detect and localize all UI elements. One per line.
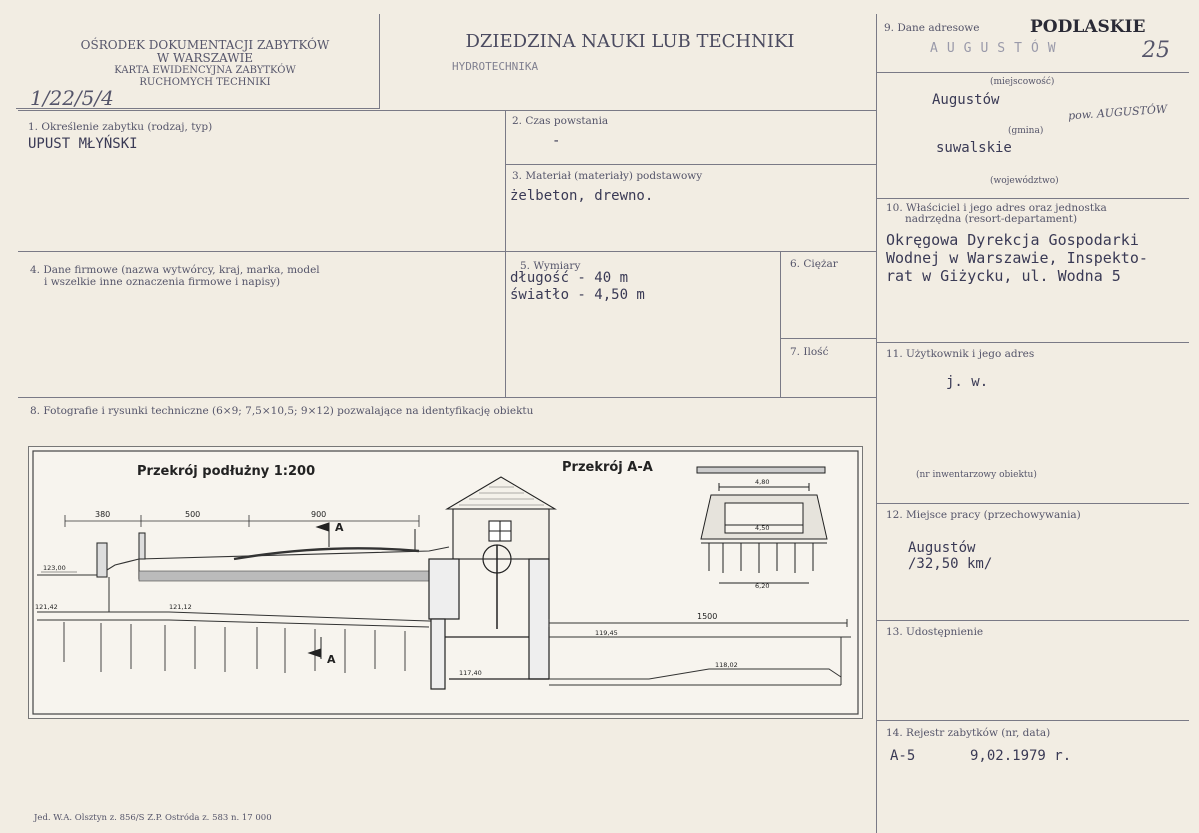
divider	[876, 503, 1189, 504]
address-label: 9. Dane adresowe	[884, 22, 980, 34]
level-119: 119,45	[595, 629, 618, 637]
voivodeship-stamp: PODLASKIE	[1030, 17, 1146, 37]
top-dimension-line	[65, 515, 419, 527]
gate-chamber	[429, 559, 549, 689]
field1-value: UPUST MŁYŃSKI	[28, 136, 138, 152]
province-caption: (województwo)	[990, 176, 1059, 186]
level-123: 123,00	[43, 564, 66, 572]
field10-line1: Okręgowa Dyrekcja Gospodarki	[886, 231, 1139, 249]
commune-caption: (gmina)	[1008, 126, 1044, 136]
dim-380: 380	[95, 510, 111, 519]
field11-label: 11. Użytkownik i jego adres	[886, 348, 1035, 360]
commune-note: pow. AUGUSTÓW	[1067, 102, 1168, 123]
divider	[876, 14, 877, 833]
domain-value: HYDROTECHNIKA	[452, 60, 539, 73]
field2-value: -	[552, 133, 561, 149]
field12-line1: Augustów	[908, 540, 976, 556]
divider	[780, 251, 781, 398]
field7-label: 7. Ilość	[790, 346, 829, 358]
width-480: 4,80	[755, 478, 770, 486]
field5-span: światło - 4,50 m	[510, 287, 645, 303]
field12-line2: /32,50 km/	[908, 556, 993, 572]
divider	[876, 198, 1189, 199]
cross-section-title: Przekrój A-A	[562, 460, 653, 475]
mill-house	[447, 477, 555, 559]
foundation	[37, 577, 444, 627]
field11-value: j. w.	[946, 374, 989, 390]
divider	[876, 620, 1189, 621]
divider	[876, 342, 1189, 343]
dim-900: 900	[311, 510, 327, 519]
long-section-title: Przekrój podłużny 1:200	[137, 464, 316, 479]
place-value: Augustów	[932, 92, 1000, 108]
dim-1500: 1500	[697, 612, 718, 621]
place-caption: (miejscowość)	[990, 77, 1055, 87]
level-121b: 121,12	[169, 603, 192, 611]
field5-length: długość - 40 m	[510, 270, 629, 286]
section-label-bottom: A	[327, 653, 336, 666]
dim-500: 500	[185, 510, 201, 519]
field8-label: 8. Fotografie i rysunki techniczne (6×9; 7,5×10,5; 9×12) pozwalające na identyfikację obiektu	[30, 405, 534, 417]
divider	[780, 338, 876, 339]
section-mark-top	[317, 523, 329, 547]
divider	[505, 110, 506, 398]
piles	[64, 622, 405, 673]
divider	[18, 251, 876, 252]
field13-label: 13. Udostępnienie	[886, 626, 984, 638]
field10-label-cont: nadrzędna (resort-departament)	[905, 213, 1078, 225]
print-imprint: Jed. W.A. Olsztyn z. 856/S Z.P. Ostróda z. 583 n. 17 000	[34, 813, 272, 823]
inventory-caption: (nr inwentarzowy obiektu)	[916, 470, 1037, 480]
width-450: 4,50	[755, 524, 770, 532]
field10-line2: Wodnej w Warszawie, Inspekto-	[886, 249, 1148, 267]
technical-drawing	[28, 446, 863, 719]
field3-value: żelbeton, drewno.	[510, 188, 654, 204]
upstream-slab	[139, 571, 429, 581]
divider	[18, 110, 876, 111]
field5-label: 5. Wymiary	[520, 260, 581, 272]
divider	[876, 720, 1189, 721]
level-117: 117,40	[459, 669, 482, 677]
file-number: 1/22/5/4	[30, 86, 114, 110]
field2-label: 2. Czas powstania	[512, 115, 609, 127]
level-118: 118,02	[715, 661, 738, 669]
institution-city: W WARSZAWIE	[156, 51, 254, 65]
domain-title: DZIEDZINA NAUKI LUB TECHNIKI	[465, 31, 795, 52]
province-value: suwalskie	[936, 140, 1012, 156]
field4-label-cont: i wszelkie inne oznaczenia firmowe i napisy)	[44, 276, 281, 288]
field10-label: 10. Właściciel i jego adres oraz jednostka	[886, 202, 1107, 214]
field4-label: 4. Dane firmowe (nazwa wytwórcy, kraj, marka, model	[30, 264, 320, 276]
section-label-top: A	[335, 521, 344, 534]
register-date: 9,02.1979 r.	[970, 748, 1072, 764]
card-title: KARTA EWIDENCYJNA ZABYTKÓW	[114, 65, 296, 76]
divider	[876, 72, 1189, 73]
field12-label: 12. Miejsce pracy (przechowywania)	[886, 509, 1081, 521]
register-number: A-5	[890, 748, 916, 764]
field3-label: 3. Materiał (materiały) podstawowy	[512, 170, 703, 182]
handwritten-number: 25	[1142, 38, 1170, 63]
field10-line3: rat w Giżycku, ul. Wodna 5	[886, 267, 1121, 285]
field14-label: 14. Rejestr zabytków (nr, data)	[886, 727, 1051, 739]
divider	[505, 164, 876, 165]
width-620: 6,20	[755, 582, 770, 590]
drawing-canvas	[29, 447, 862, 718]
field1-label: 1. Określenie zabytku (rodzaj, typ)	[28, 121, 213, 133]
level-121: 121,42	[35, 603, 58, 611]
institution-name: OŚRODEK DOKUMENTACJI ZABYTKÓW	[80, 38, 330, 52]
divider	[18, 397, 876, 398]
card-subtitle: RUCHOMYCH TECHNIKI	[139, 77, 271, 88]
field6-label: 6. Ciężar	[790, 258, 838, 270]
place-stamp: AUGUSTÓW	[930, 41, 1065, 56]
